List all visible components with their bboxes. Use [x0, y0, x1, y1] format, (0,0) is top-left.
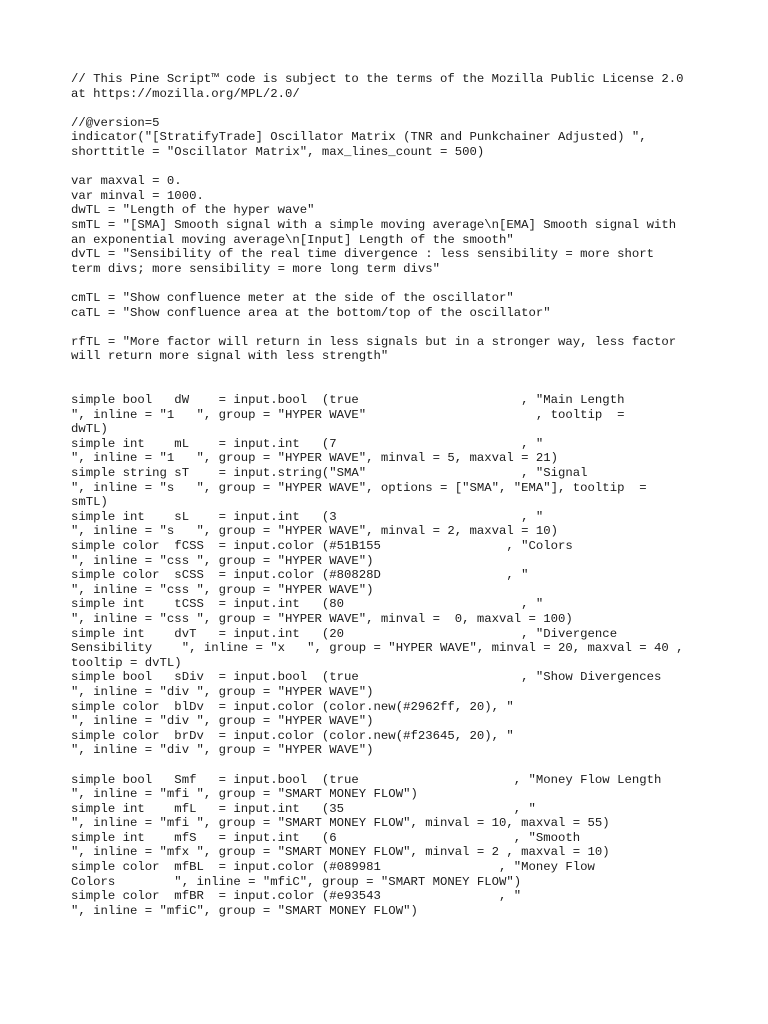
code-line: simple color fCSS = input.color (#51B155 , "Colors	[71, 539, 573, 553]
code-line: dwTL)	[71, 422, 108, 437]
code-line: // This Pine Script™ code is subject to the terms of the Mozilla Public License 2.0	[71, 72, 684, 86]
code-line: var maxval = 0.	[71, 174, 182, 189]
code-line: smTL)	[71, 495, 108, 510]
code-line: will return more signal with less strength"	[71, 349, 389, 364]
code-line: dwTL = "Length of the hyper wave"	[71, 203, 315, 218]
blank-line	[71, 101, 711, 116]
code-line: ", inline = "css ", group = "HYPER WAVE")	[71, 582, 374, 597]
code-line: ", inline = "div ", group = "HYPER WAVE")	[71, 714, 374, 729]
code-line: ", inline = "mfx ", group = "SMART MONEY FLOW", minval = 2 , maxval = 10)	[71, 845, 610, 860]
code-line: Sensibility ", inline = "x ", group = "HYPER WAVE", minval = 20, maxval = 40 ,	[71, 641, 684, 656]
code-line: caTL = "Show confluence area at the bottom/top of the oscillator"	[71, 305, 551, 320]
code-line: ", inline = "mfi ", group = "SMART MONEY FLOW")	[71, 787, 418, 802]
code-line: simple bool Smf = input.bool (true , "Money Flow Length	[71, 772, 662, 787]
code-line: ", inline = "mfiC", group = "SMART MONEY FLOW")	[71, 903, 418, 918]
code-line: smTL = "[SMA] Smooth signal with a simple moving average\n[EMA] Smooth signal with	[71, 217, 677, 232]
code-line: simple color mfBR = input.color (#e93543 , "	[71, 889, 522, 904]
code-line: simple int mL = input.int (7 , "	[71, 436, 544, 451]
code-line: simple color brDv = input.color (color.new(#f23645, 20), "	[71, 728, 514, 743]
code-line: ", inline = "s ", group = "HYPER WAVE", options = ["SMA", "EMA"], tooltip =	[71, 480, 647, 495]
code-line: ", inline = "div ", group = "HYPER WAVE")	[71, 743, 374, 758]
code-line: indicator("[StratifyTrade] Oscillator Matrix (TNR and Punkchainer Adjusted) ",	[71, 130, 647, 145]
blank-line	[71, 758, 711, 773]
code-line: ", inline = "s ", group = "HYPER WAVE", minval = 2, maxval = 10)	[71, 524, 559, 539]
code-line: simple string sT = input.string("SMA" , "Signal	[71, 466, 588, 481]
code-line: simple color mfBL = input.color (#089981 , "Money Flow	[71, 860, 595, 875]
code-line: simple int sL = input.int (3 , "	[71, 509, 544, 524]
code-line: simple color sCSS = input.color (#80828D , "	[71, 568, 529, 583]
code-line: simple bool dW = input.bool (true , "Main Length	[71, 393, 625, 408]
blank-line	[71, 320, 711, 335]
code-line: term divs; more sensibility = more long term divs"	[71, 261, 440, 276]
code-line: ", inline = "css ", group = "HYPER WAVE")	[71, 553, 374, 568]
code-line: //@version=5	[71, 115, 160, 130]
code-line: simple bool sDiv = input.bool (true , "Show Divergences	[71, 670, 662, 685]
code-line: cmTL = "Show confluence meter at the side of the oscillator"	[71, 290, 514, 305]
code-line: rfTL = "More factor will return in less signals but in a stronger way, less factor	[71, 334, 677, 349]
code-line: simple int tCSS = input.int (80 , "	[71, 597, 544, 612]
code-line: dvTL = "Sensibility of the real time divergence : less sensibility = more short	[71, 247, 654, 262]
code-line: Colors ", inline = "mfiC", group = "SMART MONEY FLOW")	[71, 874, 522, 889]
code-line: simple int mfS = input.int (6 , "Smooth	[71, 830, 581, 845]
code-line: ", inline = "div ", group = "HYPER WAVE")	[71, 684, 374, 699]
code-line: an exponential moving average\n[Input] Length of the smooth"	[71, 232, 514, 247]
code-block	[71, 72, 711, 918]
blank-line	[71, 378, 711, 393]
code-line: shorttitle = "Oscillator Matrix", max_lines_count = 500)	[71, 144, 485, 159]
code-line: simple int mfL = input.int (35 , "	[71, 801, 536, 816]
blank-line	[71, 160, 711, 175]
blank-line	[71, 276, 711, 291]
code-line: at https://mozilla.org/MPL/2.0/	[71, 86, 300, 101]
code-line: simple color blDv = input.color (color.new(#2962ff, 20), "	[71, 699, 514, 714]
blank-line	[71, 364, 711, 379]
code-line: ", inline = "mfi ", group = "SMART MONEY FLOW", minval = 10, maxval = 55)	[71, 816, 610, 831]
code-line: tooltip = dvTL)	[71, 655, 182, 670]
code-line: ", inline = "css ", group = "HYPER WAVE", minval = 0, maxval = 100)	[71, 611, 573, 626]
code-line: ", inline = "1 ", group = "HYPER WAVE", minval = 5, maxval = 21)	[71, 451, 559, 466]
code-line: var minval = 1000.	[71, 188, 204, 203]
code-line: ", inline = "1 ", group = "HYPER WAVE" , tooltip =	[71, 407, 625, 422]
code-line: simple int dvT = input.int (20 , "Divergence	[71, 626, 618, 641]
